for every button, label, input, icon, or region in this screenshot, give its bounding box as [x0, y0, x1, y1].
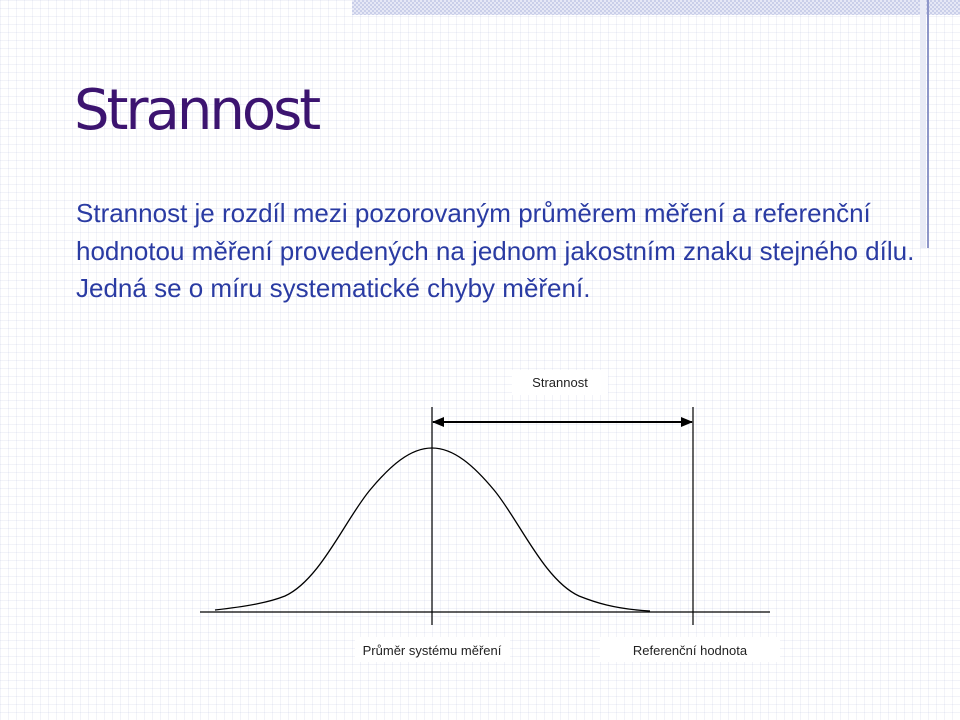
- slide-title: Strannost: [74, 78, 319, 143]
- reference-label: Referenční hodnota: [632, 643, 748, 658]
- bias-label: Strannost: [532, 375, 588, 390]
- mean-label: Průměr systému měření: [362, 643, 502, 658]
- slide-body-text: Strannost je rozdíl mezi pozorovaným průměrem měření a referenční hodnotou měření provedených na jednom jakostním znaku stejného dílu. Jedná se o míru systematické chyby měření.: [76, 198, 915, 303]
